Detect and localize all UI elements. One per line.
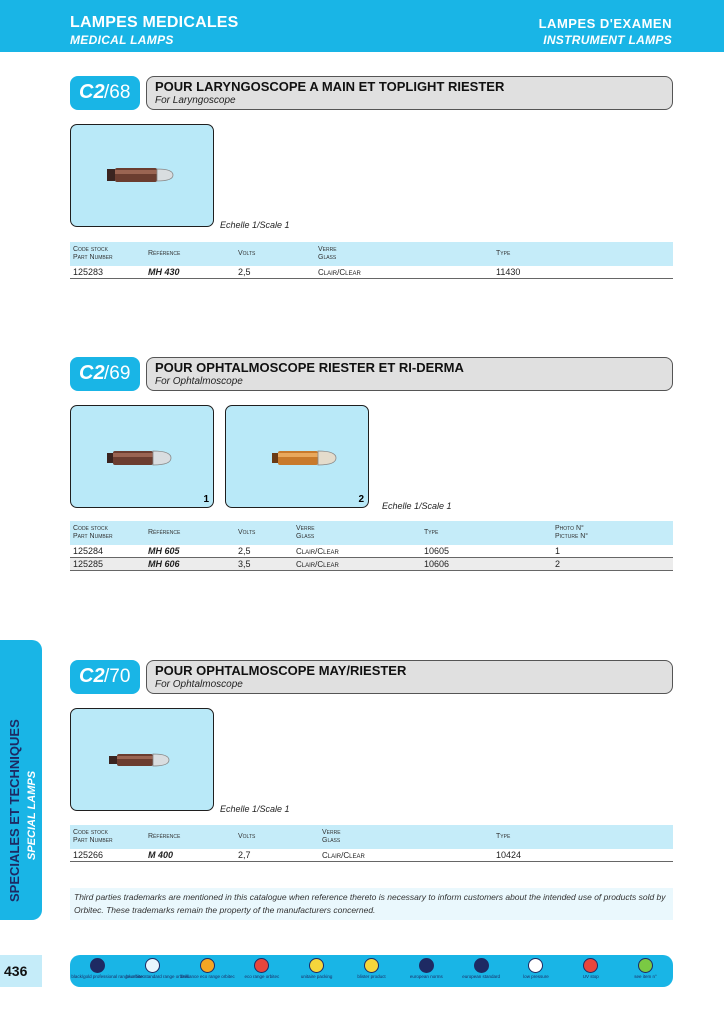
cell-code: 125285 [73,559,104,569]
european-standard-icon [474,958,489,973]
col-code: Code stock Part Number [73,525,113,540]
cell-code: 125266 [73,850,104,860]
section-code-badge [70,76,140,110]
table-header [70,521,673,545]
see-item-icon [638,958,653,973]
lamp-bulb-icon [107,749,179,771]
cell-type: 11430 [496,267,521,277]
col-photo: Photo N° Picture N° [555,525,589,540]
section-code-badge [70,660,140,694]
footer-legend-label: see item n° [634,974,657,979]
page-number-box [0,955,42,987]
section-code: C2 [79,81,105,103]
col-code: Code stock Part Number [73,829,113,844]
eco-range-icon [254,958,269,973]
section-title-box [146,660,673,694]
cell-glass: Clair/Clear [322,851,365,860]
header-left-subtitle: MEDICAL LAMPS [70,33,174,47]
footer-legend-item [346,958,398,979]
low-pressure-icon [528,958,543,973]
section-code-badge [70,357,140,391]
cell-volts: 3,5 [238,559,251,569]
footer-legend-label: european norms [409,974,443,979]
footer-legend-item [400,958,452,979]
col-volts: Volts [238,250,256,257]
col-glass: Verre Glass [318,246,337,261]
table-row [70,849,673,862]
section-header-68 [70,76,673,110]
footer-legend-item [565,958,617,979]
footer-legend-label: unitaire packing [300,974,333,979]
section-number: /70 [104,666,131,687]
trademark-disclaimer: Third parties trademarks are mentioned in this catalogue when reference thereto is necessary to inform customers about the intended use of products sold by Orbitec. These trademarks remain the property of the manufacturers concerned. [70,888,673,920]
col-type: Type [496,250,511,257]
section-title-box [146,76,673,110]
cell-reference: MH 430 [148,267,180,277]
section-title-box [146,357,673,391]
section-number: /68 [104,82,131,103]
footer-legend-label: black/gold professional range orbitec [71,974,145,979]
cell-volts: 2,5 [238,267,251,277]
section-title: POUR OPHTALMOSCOPE MAY/RIESTER [155,663,407,678]
footer-legend-item [510,958,562,979]
photo-number: 2 [358,494,364,505]
col-glass: Verre Glass [296,525,315,540]
cell-type: 10606 [424,559,450,569]
section-code: C2 [79,665,105,687]
cell-photo: 1 [555,546,561,556]
category-side-tab [0,640,42,920]
page-header [0,0,724,52]
col-type: Type [424,529,439,536]
cell-code: 125283 [73,267,104,277]
brilliance-range-icon [200,958,215,973]
footer-legend-label: blue line standard range orbitec [126,974,190,979]
lamp-bulb-icon [270,446,342,470]
section-subtitle: For Ophtalmoscope [155,679,243,690]
scale-label: Echelle 1/Scale 1 [220,220,290,230]
european-norms-icon [419,958,434,973]
lamp-photo-1 [70,405,214,508]
cell-type: 10605 [424,546,450,556]
col-reference: Référence [148,833,181,840]
section-code: C2 [79,362,105,384]
side-tab-title: SPECIALES ET TECHNIQUES [7,719,22,902]
footer-legend-label: european standard [462,974,501,979]
section-subtitle: For Ophtalmoscope [155,376,243,387]
lamp-photo-2 [225,405,369,508]
col-glass: Verre Glass [322,829,341,844]
section-header-70 [70,660,673,694]
side-tab-subtitle: SPECIAL LAMPS [26,770,38,860]
table-header [70,825,673,849]
table-row [70,266,673,279]
cell-glass: Clair/Clear [296,560,339,569]
lamp-bulb-icon [105,446,177,470]
cell-type: 10424 [496,850,522,860]
col-code: Code stock Part Number [73,246,113,261]
lamp-photo [70,708,214,811]
section-title: POUR LARYNGOSCOPE A MAIN ET TOPLIGHT RIESTER [155,79,505,94]
section-number: /69 [104,363,131,384]
section-title: POUR OPHTALMOSCOPE RIESTER ET RI-DERMA [155,360,464,375]
standard-range-icon [145,958,160,973]
cell-glass: Clair/Clear [296,547,339,556]
product-table-69 [70,521,673,571]
footer-legend-label: blister product [357,974,386,979]
blister-icon [364,958,379,973]
section-subtitle: For Laryngoscope [155,95,236,106]
table-row [70,558,673,571]
footer-legend-item [181,958,233,979]
footer-legend-item [71,958,145,979]
footer-legend-item [620,958,672,979]
footer-legend-bar [70,955,673,987]
col-type: Type [496,833,511,840]
product-table-68 [70,242,673,279]
lamp-photo [70,124,214,227]
cell-volts: 2,5 [238,546,251,556]
cell-reference: MH 605 [148,546,180,556]
cell-code: 125284 [73,546,104,556]
scale-label: Echelle 1/Scale 1 [220,804,290,814]
section-header-69 [70,357,673,391]
footer-legend-item [236,958,288,979]
col-volts: Volts [238,529,256,536]
footer-legend-item [291,958,343,979]
professional-range-icon [90,958,105,973]
header-right-subtitle: INSTRUMENT LAMPS [543,33,672,47]
lamp-bulb-icon [105,163,177,187]
footer-legend-item [126,958,190,979]
footer-legend-label: eco range orbitec [244,974,280,979]
col-volts: Volts [238,833,256,840]
table-row [70,545,673,558]
cell-glass: Clair/Clear [318,268,361,277]
col-reference: Référence [148,529,181,536]
cell-volts: 2,7 [238,850,251,860]
header-left-title: LAMPES MEDICALES [70,14,239,31]
uv-stop-icon [583,958,598,973]
cell-reference: MH 606 [148,559,180,569]
product-table-70 [70,825,673,862]
cell-photo: 2 [555,559,561,569]
page-number: 436 [4,963,28,979]
footer-legend-label: brilliance eco range orbitec [181,974,235,979]
unit-packing-icon [309,958,324,973]
header-right-title: LAMPES D'EXAMEN [538,16,672,31]
scale-label: Echelle 1/Scale 1 [382,501,452,511]
footer-legend-label: low pressure [523,974,549,979]
col-reference: Référence [148,250,181,257]
footer-legend-label: UV stop [582,974,599,979]
cell-reference: M 400 [148,850,174,860]
table-header [70,242,673,266]
photo-number: 1 [203,494,209,505]
footer-legend-item [455,958,507,979]
